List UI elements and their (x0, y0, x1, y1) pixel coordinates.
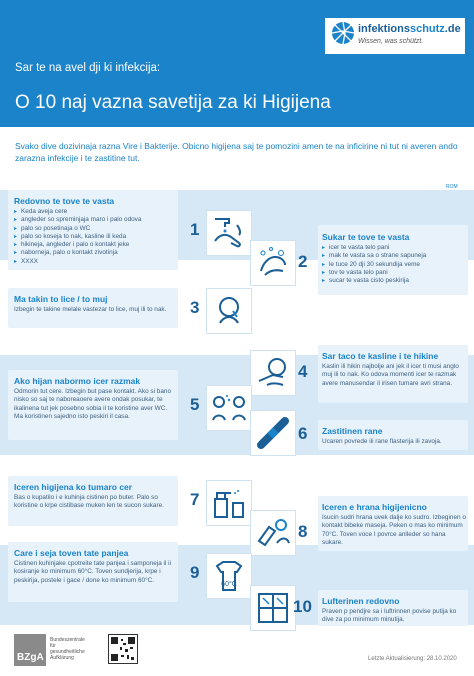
tip-item: ▸ icer te vasta telo pani (322, 244, 466, 252)
brand-tagline: Wissen, was schützt. (358, 38, 424, 45)
tip-item: ▸ Keda aveja cere (14, 208, 174, 216)
tip-item: ▸ XXXX (14, 258, 174, 266)
tip-number-1: 1 (190, 220, 200, 239)
brand-name: infektionsschutz.de (358, 23, 461, 35)
tip-text-6: Ucaren povrede ili rane flasterija ili zavoja. (322, 438, 442, 445)
tip-text-5: Odmorin tut cere. Izbegin but pase kontakt. Ako si bano nisko so saj te naboreaoere avere ondak posukar, te ikalinena tut jek posebno sobia il te koristine aver WC. Ma koristinen sajedno isto peskiri il casa. (14, 388, 172, 420)
tip-number-3: 3 (190, 298, 200, 317)
hand-washing-icon (206, 210, 252, 256)
language-code: ROM (446, 184, 458, 190)
tip-number-6: 6 (298, 424, 308, 443)
tip-item: ▸ naborneja, palo o kontakt zivotinja (14, 249, 174, 257)
tip-item: ▸ sucar te vasta cisto peskirija (322, 277, 466, 285)
tip-item: ▸ le tuce 20 dji 30 sekundija veme (322, 261, 466, 269)
food-hygiene-icon (250, 510, 296, 556)
tip-text-4: Kaslin ili hikin najbolje ani jek il icer ti musi anglo muj ili to nak. Ko odova momenti icer te razmak avere manusendar il irisen tumare avri strana. (322, 363, 459, 387)
bzga-logo: BZgA (14, 634, 46, 666)
distance-icon (206, 385, 252, 431)
tip-number-7: 7 (190, 490, 200, 509)
laundry-temp-label: 60°C (221, 581, 237, 588)
tip-item: ▸ hikineja, angleder i palo o kontakt jeke (14, 241, 174, 249)
tip-text-10: Praven p pendjre sa i luftrinnen povise putija ko dive za po minimum minutija. (322, 608, 457, 624)
tip-title-3: Ma takin to lice / to muj (14, 294, 108, 304)
tip-number-8: 8 (298, 522, 308, 541)
intro-text: Svako dive dozivinaja razna Vire i Bakterije. Obicno higijena saj te pomozini amen te na inficirine ni tut ni averen ando zarazna infekcije i te zastitine tut. (15, 141, 458, 163)
tip-item: ▸ palo so koseja to nak, kasline ili keda (14, 233, 174, 241)
tip-item: ▸ angleder so spreminjaja maro i palo odova (14, 216, 174, 224)
tip-list-1 (14, 208, 174, 266)
tip-title-6: Zastitinen rane (322, 426, 383, 436)
tip-item: ▸ tov te vasta telo pani (322, 269, 466, 277)
header-banner (0, 0, 474, 127)
last-updated: Letzte Aktualisierung: 28.10.2020 (368, 656, 457, 662)
org-name: Bundeszentrale für gesundheitliche Aufklärung (50, 637, 85, 661)
tip-number-9: 9 (190, 563, 200, 582)
tip-list-2 (322, 244, 466, 285)
tip-number-4: 4 (298, 362, 308, 381)
soap-hands-icon (250, 240, 296, 286)
brand-logo[interactable] (325, 18, 465, 54)
tip-title-8: Iceren e hrana higijenicno (322, 502, 427, 512)
tip-title-7: Iceren higijena ko tumaro cer (14, 482, 133, 492)
tip-text-3: Izbegin te takine melale vastezar to lice, muj ili to nak. (14, 306, 167, 313)
cleaning-spray-icon (206, 480, 252, 526)
tip-item: ▸ palo so posetinaja o WC (14, 225, 174, 233)
tip-text-8: Isucin sudri hrana uvek dalje ko sudro. Izbeginen o kontakt bibeke maseja. Peken o mas ko minimum 70°C. Toven voce I povrce anlleder so hana sukare. (322, 514, 466, 546)
tip-title-1: Redovno te tove te vasta (14, 196, 115, 206)
window-icon (250, 585, 296, 631)
tip-title-4: Sar taco te kasline i te hikine (322, 351, 439, 361)
bandage-icon (250, 410, 296, 456)
tip-title-9: Care i seja toven tate panjea (14, 548, 129, 558)
tip-text-9: Cistinen kuhinjake cpotreite tate panjea i samponeja il ii kosiranje ko minimum 60°C. Toven sundjerija, krpe i peskirija, postele i gace / done ko minimum 60°C. (14, 560, 172, 584)
tip-number-10: 10 (293, 597, 312, 616)
qr-code-icon[interactable] (108, 634, 138, 664)
globe-logo-icon (331, 21, 355, 45)
laundry-60-icon (206, 553, 252, 599)
tip-number-2: 2 (298, 252, 308, 271)
cough-elbow-icon (250, 350, 296, 396)
tip-number-5: 5 (190, 395, 200, 414)
tip-title-5: Ako hijan nabormo icer razmak (14, 376, 141, 386)
tip-item: ▸ mak te vasta sa o strane sapuneja (322, 252, 466, 260)
tip-title-2: Sukar te tove te vasta (322, 232, 410, 242)
face-touch-icon (206, 288, 252, 334)
page-title: O 10 naj vazna savetija za ki Higijena (15, 92, 331, 113)
tip-text-7: Bas o kupatilo i e kuhinja cistinen po buter. Palo so koristine o krpe cistibase muken len te sucon sukare. (14, 494, 164, 510)
tip-title-10: Lufterinen redovno (322, 596, 400, 606)
header-subtitle: Sar te na avel dji ki infekcija: (15, 62, 161, 74)
